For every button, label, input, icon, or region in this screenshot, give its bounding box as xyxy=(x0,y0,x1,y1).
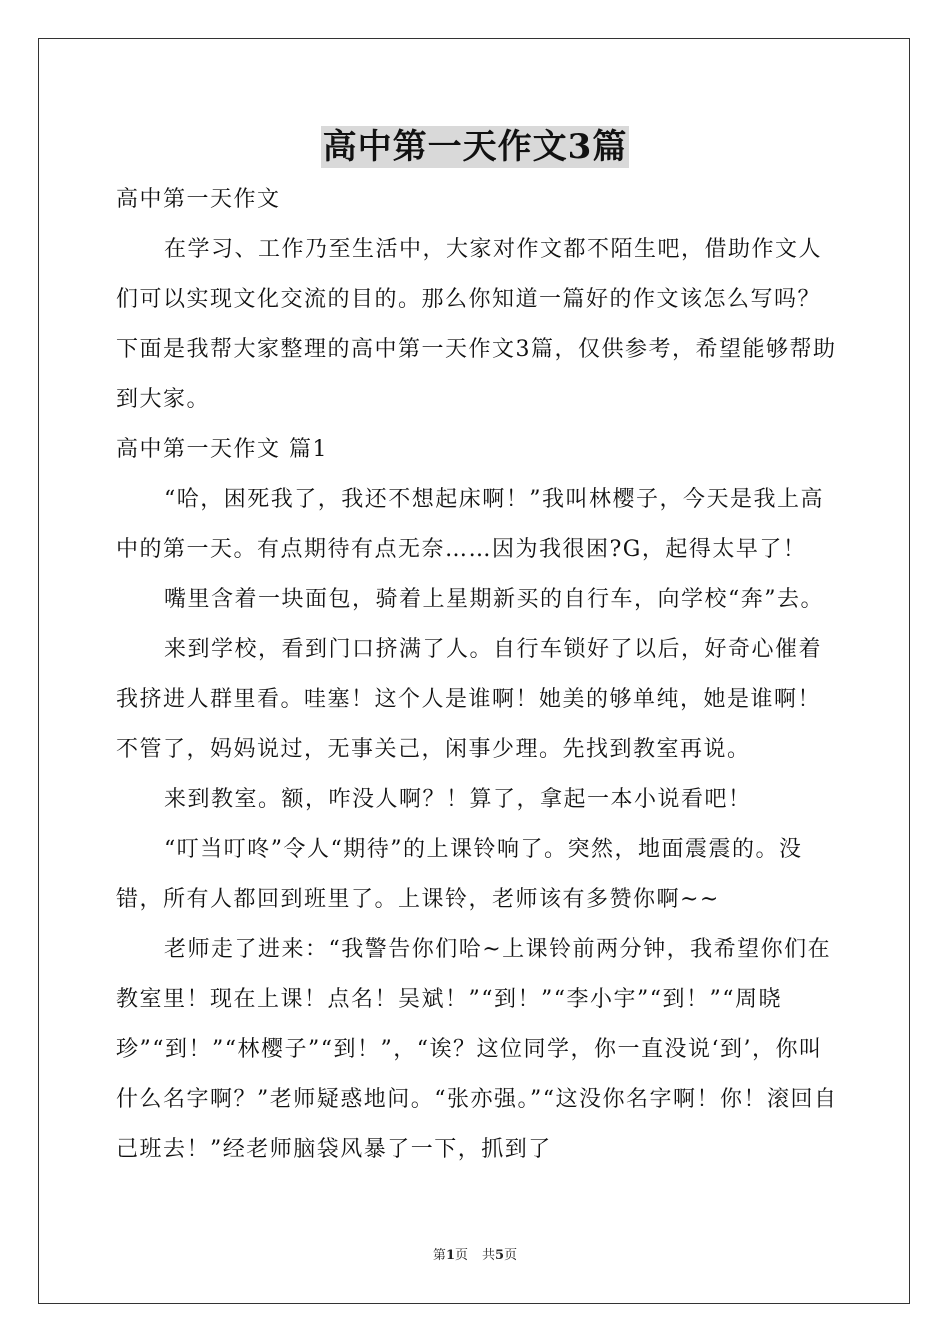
paragraph: 嘴里含着一块面包，骑着上星期新买的自行车，向学校“奔”去。 xyxy=(164,587,824,612)
paragraph: 来到教室。额，咋没人啊？！算了，拿起一本小说看吧！ xyxy=(164,787,752,812)
paragraph: “哈，困死我了，我还不想起床啊！”我叫林樱子，今天是我上高中的第一天。有点期待有点无奈……因为我很困?G，起得太早了！ xyxy=(116,487,824,562)
page-footer xyxy=(0,1244,950,1263)
total-unit: 页 xyxy=(504,1248,518,1263)
paragraph: 来到学校，看到门口挤满了人。自行车锁好了以后，好奇心催着我挤进人群里看。哇塞！这个人是谁啊！她美的够单纯，她是谁啊！不管了，妈妈说过，无事关己，闲事少理。先找到教室再说。 xyxy=(116,637,823,762)
page-unit: 页 xyxy=(454,1248,468,1263)
page-total: 5 xyxy=(495,1248,505,1263)
document-title: 高中第一天作文3篇 xyxy=(322,127,628,167)
page-current: 1 xyxy=(445,1248,455,1263)
paragraph: 老师走了进来：“我警告你们哈~上课铃前两分钟，我希望你们在教室里！现在上课！点名！吴斌！”“到！”“李小宇”“到！”“周晓珍”“到！”“林樱子”“到！”，“诶？这位同学，你一直没说‘到’，你叫什么名字啊？”老师疑惑地问。“张亦强。”“这没你名字啊！你！滚回自己班去！”经老师脑袋风暴了一下，抓到了 xyxy=(116,937,838,1162)
paragraph-intro: 在学习、工作乃至生活中，大家对作文都不陌生吧，借助作文人们可以实现文化交流的目的。那么你知道一篇好的作文该怎么写吗？下面是我帮大家整理的高中第一天作文3篇，仅供参考，希望能够帮助到大家。 xyxy=(116,237,837,412)
paragraph: “叮当叮咚”令人“期待”的上课铃响了。突然，地面震震的。没错，所有人都回到班里了。上课铃，老师该有多赞你啊~~ xyxy=(116,837,803,912)
section-heading-part1: 高中第一天作文 篇1 xyxy=(116,437,328,462)
section-heading-intro: 高中第一天作文 xyxy=(116,187,281,212)
document-body xyxy=(116,175,844,1175)
total-prefix: 共 xyxy=(482,1248,496,1263)
title-container xyxy=(0,126,950,168)
page-prefix: 第 xyxy=(432,1248,446,1263)
